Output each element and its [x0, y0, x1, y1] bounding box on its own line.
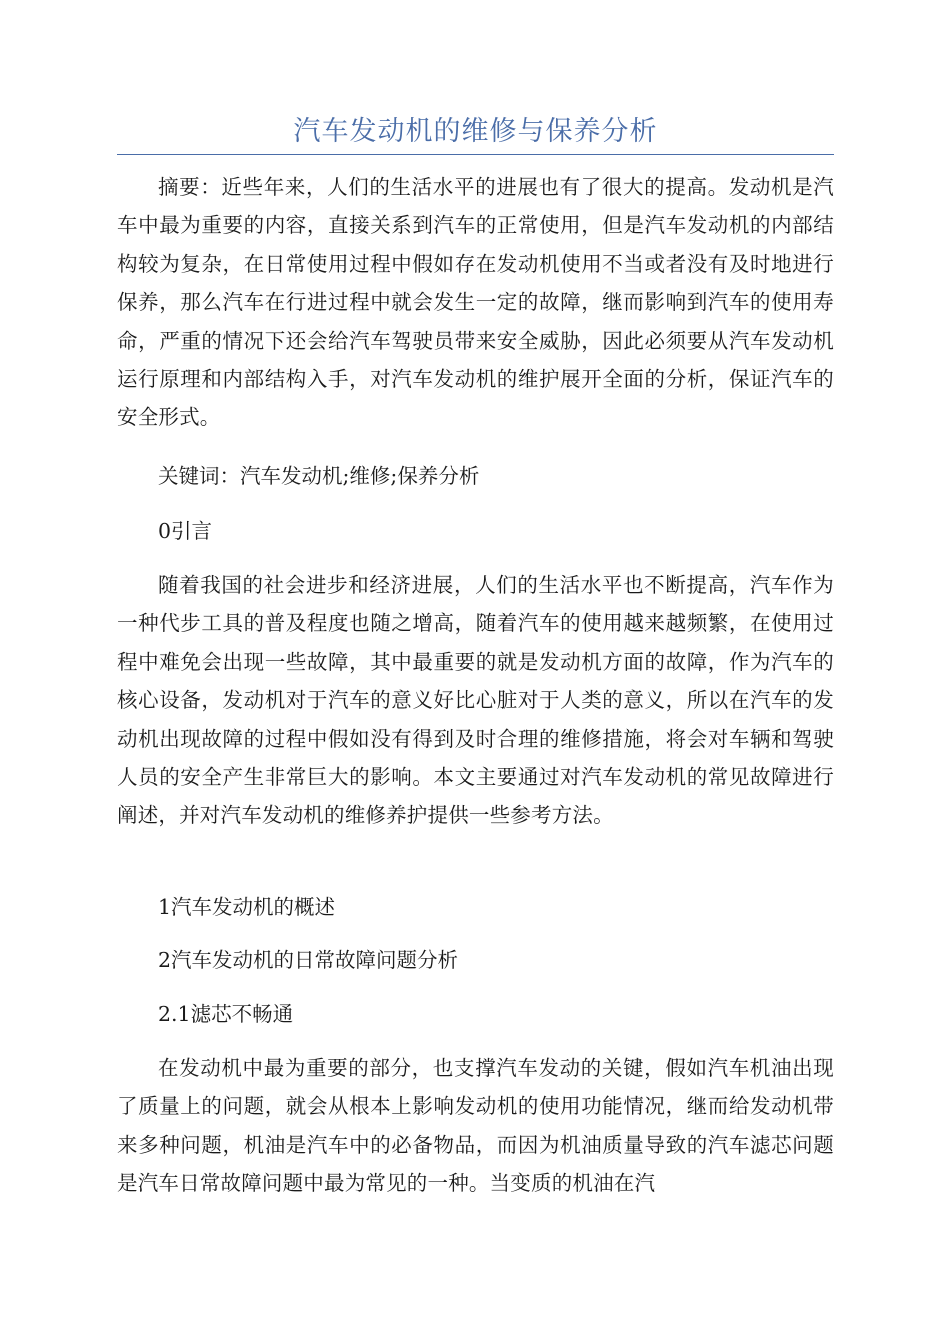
subsection-heading-filter: 2.1滤芯不畅通 — [158, 1002, 294, 1026]
filter-paragraph: 在发动机中最为重要的部分，也支撑汽车发动的关键，假如汽车机油出现了质量上的问题，就会从根本上影响发动机的使用功能情况，继而给发动机带来多种问题，机油是汽车中的必备物品，而因为机油质量导致的汽车滤芯问题是汽车日常故障问题中最为常见的一种。当变质的机油在汽 — [117, 1056, 834, 1196]
title-underline — [117, 154, 834, 155]
abstract-paragraph: 摘要：近些年来，人们的生活水平的进展也有了很大的提高。发动机是汽车中最为重要的内容，直接关系到汽车的正常使用，但是汽车发动机的内部结构较为复杂，在日常使用过程中假如存在发动机使用不当或者没有及时地进行保养，那么汽车在行进过程中就会发生一定的故障，继而影响到汽车的使用寿命，严重的情况下还会给汽车驾驶员带来安全威胁，因此必须要从汽车发动机运行原理和内部结构入手，对汽车发动机的维护展开全面的分析，保证汽车的安全形式。 — [117, 175, 834, 430]
section-heading-overview: 1汽车发动机的概述 — [158, 895, 336, 919]
section-heading-fault-analysis: 2汽车发动机的日常故障问题分析 — [158, 948, 459, 972]
document-title: 汽车发动机的维修与保养分析 — [293, 116, 658, 147]
introduction-paragraph: 随着我国的社会进步和经济进展，人们的生活水平也不断提高，汽车作为一种代步工具的普及程度也随之增高，随着汽车的使用越来越频繁，在使用过程中难免会出现一些故障，其中最重要的就是发动机方面的故障，作为汽车的核心设备，发动机对于汽车的意义好比心脏对于人类的意义，所以在汽车的发动机出现故障的过程中假如没有得到及时合理的维修措施，将会对车辆和驾驶人员的安全产生非常巨大的影响。本文主要通过对汽车发动机的常见故障进行阐述，并对汽车发动机的维修养护提供一些参考方法。 — [117, 573, 834, 828]
keywords-line: 关键词：汽车发动机;维修;保养分析 — [158, 464, 480, 488]
section-heading-introduction: 0引言 — [158, 519, 213, 543]
